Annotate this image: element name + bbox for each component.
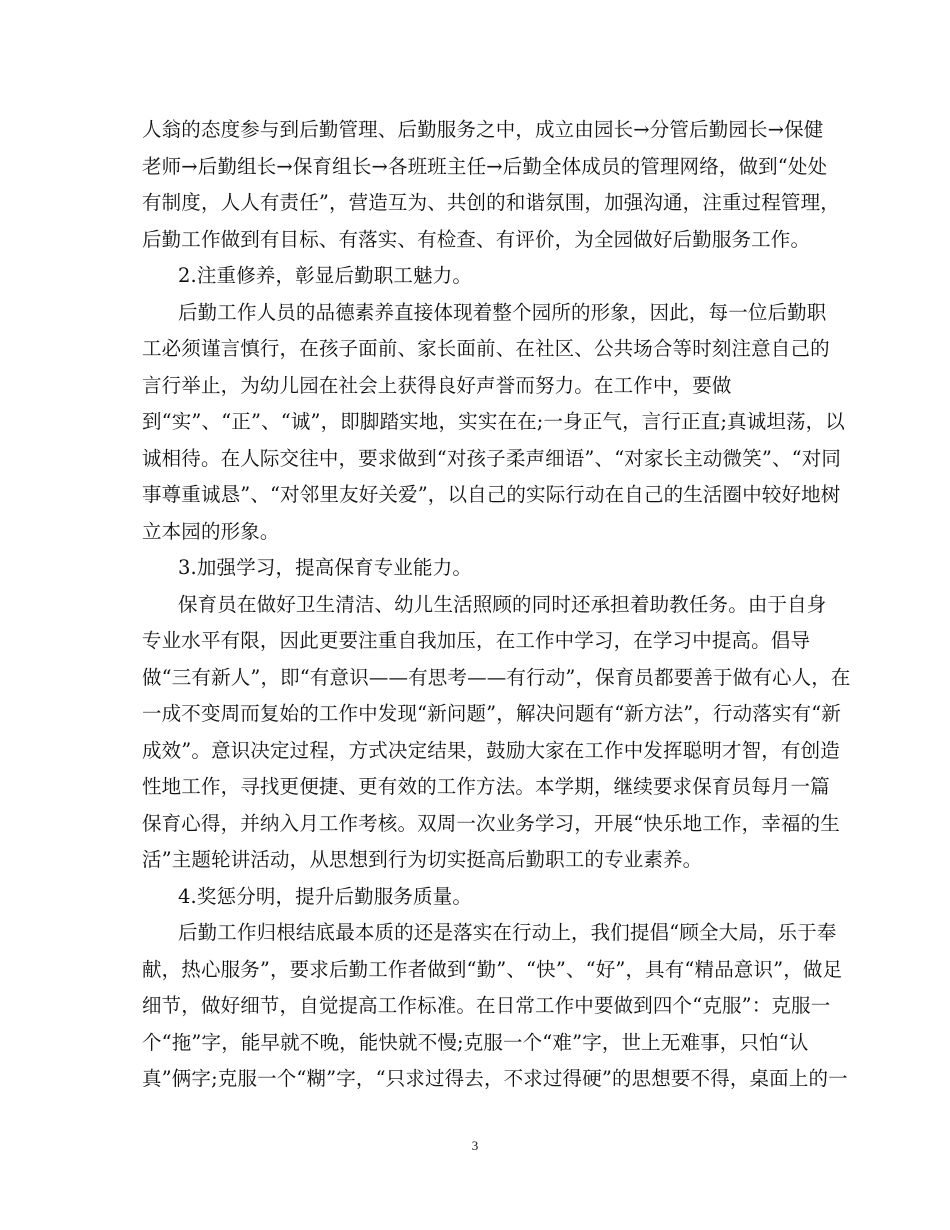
text-line: 专业水平有限，因此更要注重自我加压，在工作中学习，在学习中提高。倡导 [142, 629, 811, 652]
text-line: 4.奖惩分明，提升后勤服务质量。 [178, 884, 473, 908]
text-line: 工必须谨言慎行，在孩子面前、家长面前、在社区、公共场合等时刻注意自己的 [142, 337, 830, 360]
text-line: 保育心得，并纳入月工作考核。双周一次业务学习，开展“快乐地工作，幸福的生 [142, 811, 840, 835]
text-line: 到“实”、“正”、“诚”，即脚踏实地，实实在在;一身正气，言行正直;真诚坦荡，以 [142, 410, 845, 433]
text-line: 事尊重诚恳”、“对邻里友好关爱”，以自己的实际行动在自己的生活圈中较好地树 [142, 483, 841, 506]
document-body [142, 112, 851, 1098]
text-line: 活”主题轮讲活动，从思想到行为切实挺高后勤职工的专业素养。 [142, 848, 703, 871]
text-line: 保育员在做好卫生清洁、幼儿生活照顾的同时还承担着助教任务。由于自身 [178, 592, 827, 616]
text-line: 献，热心服务”，要求后勤工作者做到“勤”、“快”、“好”，具有“精品意识”，做足 [142, 957, 843, 981]
text-line: 一成不变周而复始的工作中发现“新问题”，解决问题有“新方法”，行动落实有“新 [142, 702, 842, 725]
text-line: 真”俩字;克服一个“糊”字，“只求过得去，不求过得硬”的思想要不得，桌面上的一 [142, 1067, 848, 1090]
text-line: 性地工作，寻找更便捷、更有效的工作方法。本学期，继续要求保育员每月一篇 [142, 775, 830, 798]
text-line: 诚相待。在人际交往中，要求做到“对孩子柔声细语”、“对家长主动微笑”、“对同 [142, 446, 842, 470]
text-line: 言行举止，为幼儿园在社会上获得良好声誉而努力。在工作中，要做 [142, 373, 732, 397]
text-line: 做“三有新人”，即“有意识——有思考——有行动”，保育员都要善于做有心人，在 [142, 665, 851, 689]
text-line: 后勤工作归根结底最本质的还是落实在行动上，我们提倡“顾全大局，乐于奉 [178, 921, 837, 944]
text-line: 有制度，人人有责任”，营造互为、共创的和谐氛围，加强沟通，注重过程管理， [142, 191, 840, 214]
text-line: 个“拖”字，能早就不晚，能快就不慢;克服一个“难”字，世上无难事，只怕“认 [142, 1030, 809, 1054]
text-line: 成效”。意识决定过程，方式决定结果，鼓励大家在工作中发挥聪明才智，有创造 [142, 738, 840, 762]
text-line: 3.加强学习，提高保育专业能力。 [178, 556, 473, 579]
text-line: 细节，做好细节，自觉提高工作标准。在日常工作中要做到四个“克服”：克服一 [142, 994, 831, 1017]
text-line: 2.注重修养，彰显后勤职工魅力。 [178, 264, 473, 287]
text-line: 后勤工作做到有目标、有落实、有检查、有评价，为全园做好后勤服务工作。 [142, 227, 811, 251]
text-line: 人翁的态度参与到后勤管理、后勤服务之中，成立由园长→分管后勤园长→保健 [142, 118, 824, 141]
page-number: 3 [471, 1138, 479, 1153]
text-line: 后勤工作人员的品德素养直接体现着整个园所的形象，因此，每一位后勤职 [178, 300, 827, 324]
text-line: 立本园的形象。 [142, 519, 280, 543]
text-line: 老师→后勤组长→保育组长→各班班主任→后勤全体成员的管理网络，做到“处处 [142, 154, 828, 178]
